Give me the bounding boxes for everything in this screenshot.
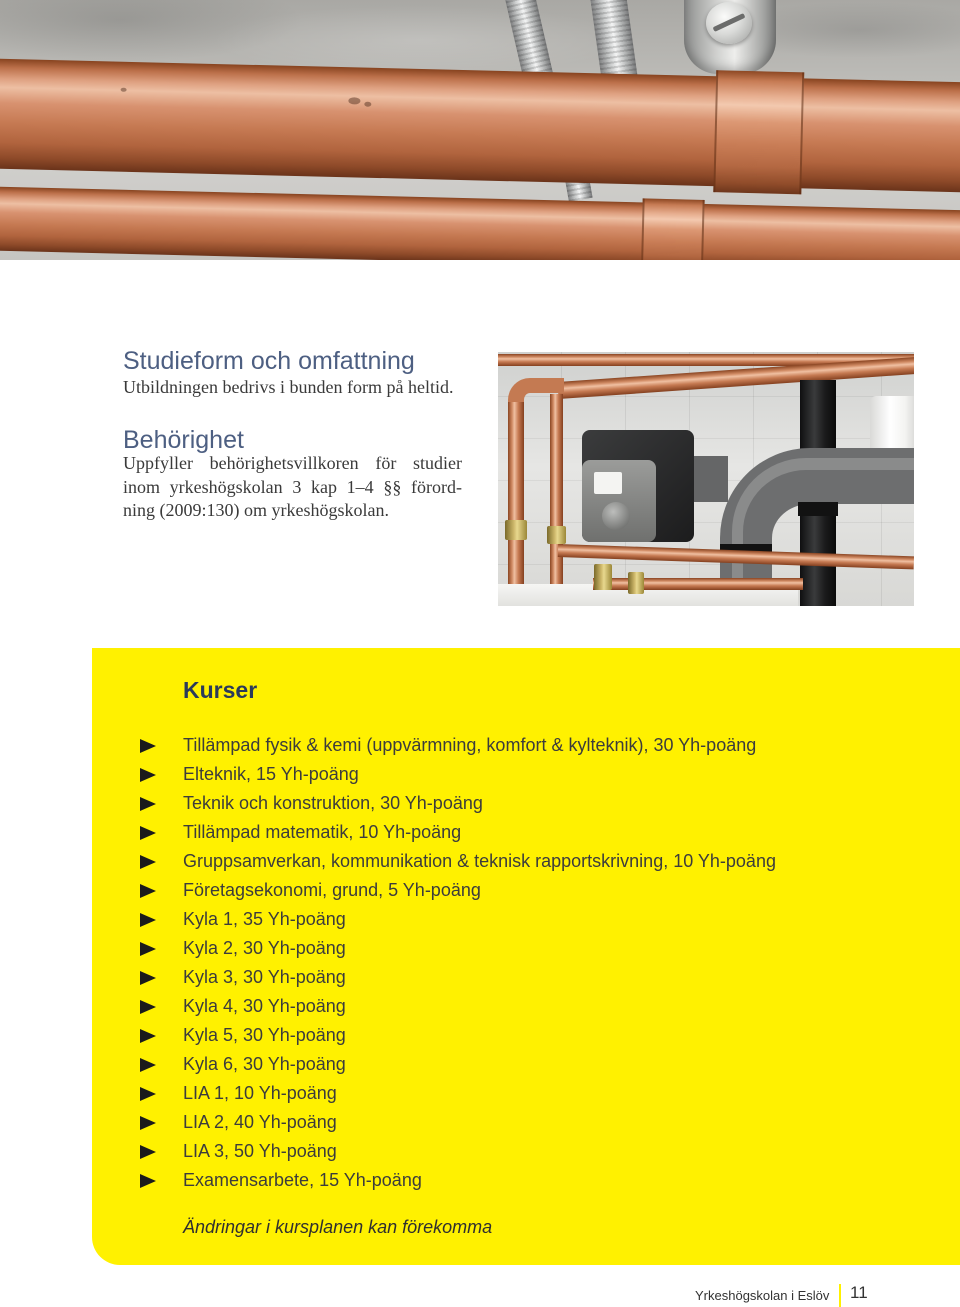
- triangle-right-icon: [140, 797, 156, 811]
- list-item: [92, 1108, 960, 1137]
- pipe-coupling: [713, 70, 804, 194]
- course-label: LIA 2, 40 Yh-poäng: [183, 1112, 337, 1132]
- triangle-right-icon: [140, 768, 156, 782]
- list-item: [92, 1137, 960, 1166]
- course-label: Kyla 1, 35 Yh-poäng: [183, 909, 346, 929]
- pipe-stain: [364, 102, 371, 107]
- behorighet-text: [123, 452, 462, 523]
- heat-pump-photo: [498, 352, 914, 606]
- copper-pipe: [508, 402, 524, 606]
- list-item: [92, 934, 960, 963]
- list-item: [92, 1021, 960, 1050]
- pump-knob: [602, 502, 630, 530]
- courses-box: [92, 648, 960, 1265]
- list-item: [92, 905, 960, 934]
- course-list: [92, 731, 960, 1195]
- course-label: Kyla 5, 30 Yh-poäng: [183, 1025, 346, 1045]
- behorighet-line: inom yrkeshögskolan 3 kap 1–4 §§ förord-: [123, 476, 462, 497]
- list-item: [92, 1050, 960, 1079]
- course-label: Kyla 4, 30 Yh-poäng: [183, 996, 346, 1016]
- course-label: LIA 1, 10 Yh-poäng: [183, 1083, 337, 1103]
- list-item: [92, 1079, 960, 1108]
- triangle-right-icon: [140, 1029, 156, 1043]
- list-item: [92, 1166, 960, 1195]
- copper-pipe: [550, 394, 563, 606]
- course-label: Examensarbete, 15 Yh-poäng: [183, 1170, 422, 1190]
- course-label: Elteknik, 15 Yh-poäng: [183, 764, 359, 784]
- triangle-right-icon: [140, 1174, 156, 1188]
- course-label: Kyla 2, 30 Yh-poäng: [183, 938, 346, 958]
- triangle-right-icon: [140, 739, 156, 753]
- screw-slot: [713, 13, 746, 32]
- triangle-right-icon: [140, 884, 156, 898]
- insulated-pipe-gray: [688, 456, 728, 502]
- triangle-right-icon: [140, 826, 156, 840]
- courses-note: Ändringar i kursplanen kan förekomma: [183, 1217, 493, 1237]
- course-label: LIA 3, 50 Yh-poäng: [183, 1141, 337, 1161]
- triangle-right-icon: [140, 1087, 156, 1101]
- triangle-right-icon: [140, 942, 156, 956]
- triangle-right-icon: [140, 1058, 156, 1072]
- triangle-right-icon: [140, 913, 156, 927]
- triangle-right-icon: [140, 1116, 156, 1130]
- list-item: [92, 992, 960, 1021]
- list-item: [92, 789, 960, 818]
- footer-divider: [839, 1284, 841, 1307]
- triangle-right-icon: [140, 1000, 156, 1014]
- pipe-stain: [121, 88, 127, 92]
- clamp-screw: [706, 2, 752, 44]
- behorighet-line: Uppfyller behörighetsvillkoren för studier: [123, 453, 462, 473]
- pipe-coupling: [641, 198, 705, 260]
- page-number: 11: [850, 1283, 868, 1302]
- footer-publisher: Yrkeshögskolan i Eslöv: [695, 1288, 830, 1303]
- brass-fitting: [628, 572, 644, 594]
- course-label: Tillämpad matematik, 10 Yh-poäng: [183, 822, 462, 842]
- studieform-text: Utbildningen bedrivs i bunden form på heltid.: [123, 377, 454, 397]
- copper-pipe-upper: [0, 58, 960, 193]
- list-item: [92, 731, 960, 760]
- pump-label-plate: [594, 472, 622, 494]
- copper-pipe-lower: [0, 186, 960, 260]
- brass-fitting: [505, 520, 527, 540]
- brass-fitting: [594, 564, 612, 590]
- list-item: [92, 818, 960, 847]
- copper-pipe: [593, 578, 803, 590]
- studieform-heading: Studieform och omfattning: [123, 347, 415, 375]
- list-item: [92, 963, 960, 992]
- brass-fitting: [547, 526, 566, 544]
- behorighet-line: ning (2009:130) om yrkeshögskolan.: [123, 500, 389, 520]
- courses-heading: Kurser: [183, 677, 258, 703]
- copper-pipes-photo: [0, 0, 960, 260]
- course-label: Teknik och konstruktion, 30 Yh-poäng: [183, 793, 483, 813]
- behorighet-heading: Behörighet: [123, 426, 244, 454]
- triangle-right-icon: [140, 971, 156, 985]
- list-item: [92, 876, 960, 905]
- insulation-tape: [798, 502, 838, 516]
- pipe-stain: [348, 97, 360, 104]
- course-label: Gruppsamverkan, kommunikation & teknisk rapportskrivning, 10 Yh-poäng: [183, 851, 776, 871]
- course-label: Tillämpad fysik & kemi (uppvärmning, komfort & kylteknik), 30 Yh-poäng: [183, 735, 757, 755]
- list-item: [92, 760, 960, 789]
- course-label: Företagsekonomi, grund, 5 Yh-poäng: [183, 880, 481, 900]
- list-item: [92, 847, 960, 876]
- course-label: Kyla 3, 30 Yh-poäng: [183, 967, 346, 987]
- triangle-right-icon: [140, 855, 156, 869]
- course-label: Kyla 6, 30 Yh-poäng: [183, 1054, 346, 1074]
- triangle-right-icon: [140, 1145, 156, 1159]
